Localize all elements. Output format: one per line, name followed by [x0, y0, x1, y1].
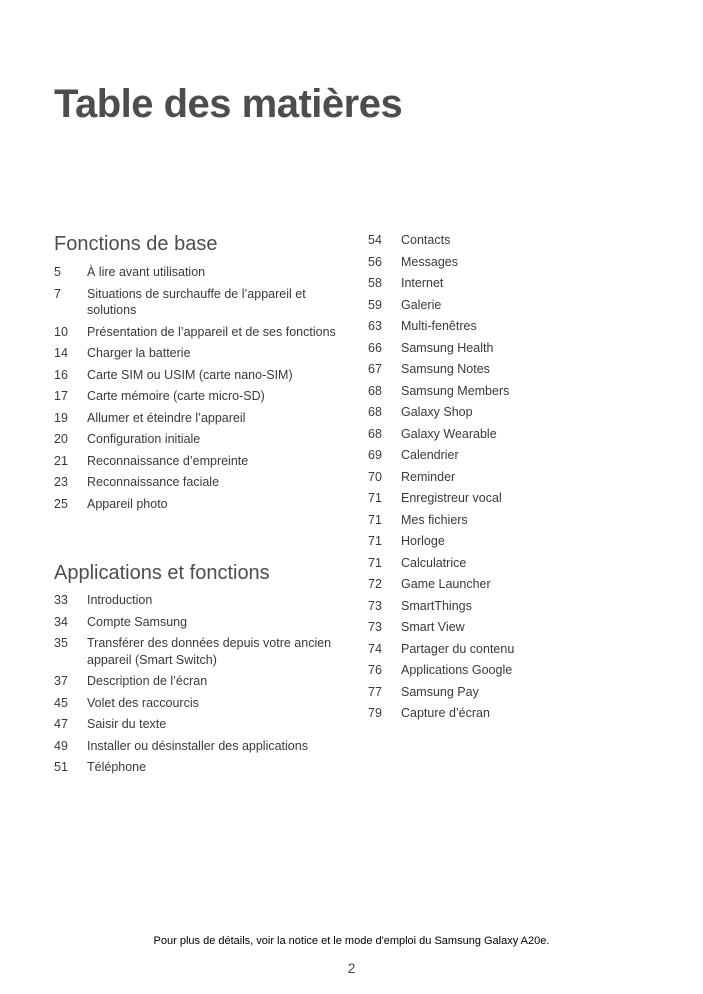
toc-entry[interactable] — [54, 695, 354, 712]
toc-page-number: 70 — [368, 469, 382, 484]
toc-page-number: 66 — [368, 340, 382, 355]
toc-entry-label: Transférer des données depuis votre ancien appareil (Smart Switch) — [87, 636, 332, 667]
toc-entry[interactable] — [54, 345, 354, 362]
toc-entry-label: Reminder — [401, 469, 456, 484]
toc-entry-label: Allumer et éteindre l’appareil — [87, 410, 246, 425]
section-heading-fonctions-de-base: Fonctions de base — [54, 233, 218, 255]
toc-entry-label: Calculatrice — [401, 555, 467, 570]
toc-page-number: 17 — [54, 389, 68, 403]
toc-entry-label: Galaxy Wearable — [401, 426, 497, 441]
toc-page-number: 35 — [54, 636, 68, 650]
toc-page-number: 59 — [368, 297, 382, 312]
toc-entry[interactable] — [54, 738, 354, 755]
toc-page-number: 16 — [54, 367, 68, 382]
toc-page-number: 49 — [54, 738, 68, 753]
toc-entry[interactable] — [368, 533, 668, 550]
toc-page-number: 7 — [54, 286, 61, 301]
toc-page-number: 58 — [368, 276, 382, 290]
page-title: Table des matières — [54, 82, 403, 126]
toc-entry[interactable] — [54, 614, 354, 631]
toc-page-number: 54 — [368, 233, 382, 247]
toc-entry[interactable] — [54, 474, 354, 491]
toc-page-number: 20 — [54, 432, 68, 446]
toc-entry-label: Samsung Notes — [401, 362, 490, 376]
toc-page-number: 69 — [368, 448, 382, 462]
toc-page-number: 45 — [54, 695, 68, 710]
toc-entry[interactable] — [54, 410, 354, 427]
toc-page-number: 51 — [54, 760, 68, 774]
toc-entry[interactable] — [368, 641, 668, 658]
toc-entry[interactable] — [54, 453, 354, 470]
toc-entry-label: Situations de surchauffe de l’appareil et solutions — [87, 286, 306, 317]
toc-entry-label: Applications Google — [401, 663, 513, 677]
toc-page-number: 63 — [368, 319, 382, 333]
toc-entry[interactable] — [368, 490, 668, 507]
toc-entry-label: Charger la batterie — [87, 346, 191, 360]
footer-note: Pour plus de détails, voir la notice et le mode d'emploi du Samsung Galaxy A20e. — [153, 935, 550, 947]
toc-entry-label: Appareil photo — [87, 496, 168, 511]
page-number: 2 — [347, 960, 356, 976]
toc-entry[interactable] — [54, 635, 354, 668]
toc-entry-label: Mes fichiers — [401, 512, 468, 527]
toc-page-number: 71 — [368, 491, 382, 505]
toc-page-number: 21 — [54, 453, 68, 468]
toc-entry-label: Installer ou désinstaller des applications — [87, 738, 308, 753]
toc-page-number: 73 — [368, 598, 382, 613]
toc-entry[interactable] — [368, 297, 668, 314]
toc-entry[interactable] — [368, 404, 668, 421]
toc-page-number: 68 — [368, 426, 382, 441]
toc-entry[interactable] — [54, 367, 354, 384]
toc-entry-label: Enregistreur vocal — [401, 491, 502, 505]
toc-page-number: 56 — [368, 254, 382, 269]
toc-entry-label: Description de l’écran — [87, 674, 208, 688]
toc-page-number: 79 — [368, 706, 382, 720]
toc-entry[interactable] — [54, 264, 354, 281]
toc-entry[interactable] — [54, 324, 354, 341]
toc-list-right-column — [368, 232, 668, 727]
toc-page-number: 19 — [54, 410, 68, 425]
toc-list-fonctions-de-base — [54, 264, 354, 517]
toc-entry[interactable] — [54, 716, 354, 733]
toc-page-number: 5 — [54, 265, 61, 279]
toc-page-number: 72 — [368, 577, 382, 591]
toc-entry-label: À lire avant utilisation — [87, 265, 206, 279]
toc-entry[interactable] — [368, 555, 668, 572]
toc-entry-label: Smart View — [401, 620, 465, 634]
toc-page-number: 68 — [368, 405, 382, 419]
toc-entry-label: Carte mémoire (carte micro-SD) — [87, 389, 265, 403]
toc-entry-label: Téléphone — [87, 760, 147, 774]
toc-entry-label: Internet — [401, 276, 444, 290]
toc-entry[interactable] — [368, 469, 668, 486]
toc-entry-label: Horloge — [401, 534, 445, 548]
toc-page-number: 33 — [54, 593, 68, 607]
toc-entry[interactable] — [368, 598, 668, 615]
toc-entry[interactable] — [368, 318, 668, 335]
toc-entry-label: Capture d’écran — [401, 706, 490, 720]
toc-entry[interactable] — [368, 705, 668, 722]
toc-entry-label: Game Launcher — [401, 577, 491, 591]
section-heading-applications-et-fonctions: Applications et fonctions — [54, 562, 270, 584]
toc-entry-label: Galaxy Shop — [401, 405, 473, 419]
toc-entry[interactable] — [368, 662, 668, 679]
toc-entry-label: Samsung Members — [401, 383, 510, 398]
toc-entry[interactable] — [368, 340, 668, 357]
toc-entry[interactable] — [368, 275, 668, 292]
toc-page-number: 71 — [368, 534, 382, 548]
toc-page-number: 73 — [368, 620, 382, 634]
toc-entry-label: SmartThings — [401, 598, 472, 613]
toc-entry-label: Compte Samsung — [87, 614, 188, 629]
toc-entry[interactable] — [54, 496, 354, 513]
toc-entry-label: Carte SIM ou USIM (carte nano-SIM) — [87, 367, 293, 382]
toc-page-number: 68 — [368, 383, 382, 398]
toc-entry[interactable] — [368, 254, 668, 271]
toc-list-applications-et-fonctions — [54, 592, 354, 781]
toc-page-number: 47 — [54, 717, 68, 731]
toc-entry[interactable] — [54, 759, 354, 776]
toc-entry-label: Messages — [401, 254, 458, 269]
toc-entry[interactable] — [368, 447, 668, 464]
toc-entry[interactable] — [368, 512, 668, 529]
toc-page-number: 14 — [54, 346, 68, 360]
toc-entry[interactable] — [368, 232, 668, 249]
toc-entry[interactable] — [368, 576, 668, 593]
toc-page-number: 10 — [54, 324, 68, 339]
toc-entry-label: Partager du contenu — [401, 641, 515, 656]
toc-page-number: 23 — [54, 475, 68, 489]
toc-entry-label: Galerie — [401, 297, 442, 312]
toc-page-number: 71 — [368, 555, 382, 570]
toc-entry-label: Multi-fenêtres — [401, 319, 477, 333]
toc-entry-label: Contacts — [401, 233, 451, 247]
toc-entry-label: Reconnaissance faciale — [87, 475, 220, 489]
toc-entry[interactable] — [368, 684, 668, 701]
toc-entry[interactable] — [54, 673, 354, 690]
toc-entry-label: Calendrier — [401, 448, 459, 462]
toc-page-number: 77 — [368, 684, 382, 699]
toc-entry-label: Samsung Health — [401, 340, 494, 355]
toc-entry[interactable] — [54, 592, 354, 609]
toc-entry-label: Reconnaissance d’empreinte — [87, 453, 249, 468]
toc-entry[interactable] — [368, 426, 668, 443]
toc-entry[interactable] — [54, 388, 354, 405]
toc-entry-label: Volet des raccourcis — [87, 695, 199, 710]
toc-entry[interactable] — [368, 619, 668, 636]
toc-page-number: 74 — [368, 641, 382, 656]
toc-entry[interactable] — [54, 286, 354, 319]
toc-page-number: 37 — [54, 674, 68, 688]
toc-entry[interactable] — [54, 431, 354, 448]
toc-entry-label: Samsung Pay — [401, 684, 479, 699]
toc-entry-label: Saisir du texte — [87, 717, 167, 731]
toc-entry-label: Configuration initiale — [87, 432, 201, 446]
toc-page-number: 67 — [368, 362, 382, 376]
toc-page-number: 71 — [368, 512, 382, 527]
toc-entry[interactable] — [368, 383, 668, 400]
toc-page-number: 25 — [54, 496, 68, 511]
toc-entry-label: Présentation de l’appareil et de ses fonctions — [87, 324, 336, 339]
toc-page-number: 76 — [368, 663, 382, 677]
toc-entry[interactable] — [368, 361, 668, 378]
toc-entry-label: Introduction — [87, 593, 153, 607]
toc-page-number: 34 — [54, 614, 68, 629]
